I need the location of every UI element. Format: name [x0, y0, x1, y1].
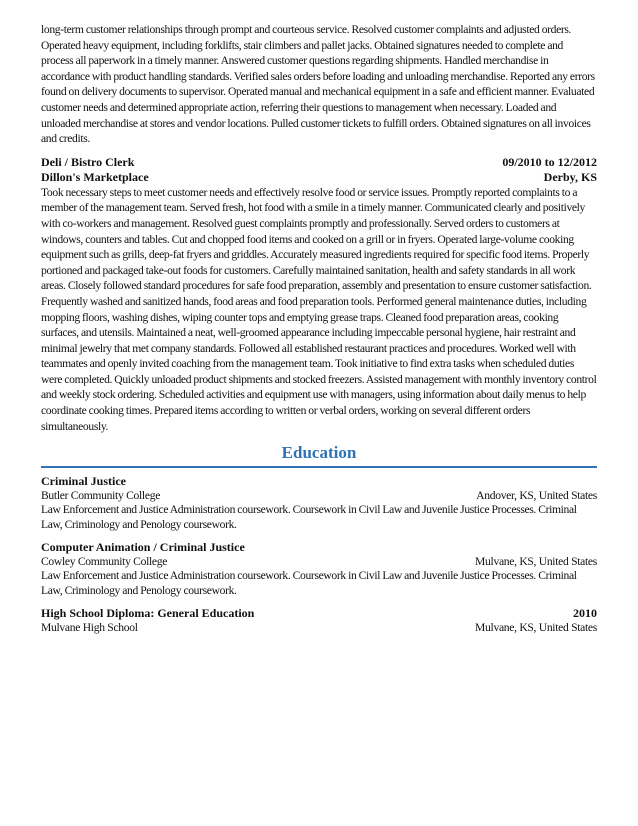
job-employer: Dillon's Marketplace: [41, 169, 149, 184]
previous-job-description: long-term customer relationships through prompt and courteous service. Resolved customer complaints and adjusted orders. Operated heavy equipment, including forklifts, stair climbers and pallet jacks. Obtained signatures needed to complete and process all paperwork in a timely manner. Answered customer questions regarding shipments. Handled merchandise in accordance with product handling standards. Verified sales orders before loading and unloading merchandise. Reported any errors found on delivery documents to supervisor. Operated manual and mechanical equipment in a safe and efficient manner. Evaluated customer needs and determined appropriate action, referring their questions to management when necessary. Loaded and unloaded merchandise at stores and vendor locations. Pulled customer tickets to fulfill orders. Obtained signatures on all invoices and credits.: [41, 23, 595, 146]
job-title: Deli / Bistro Clerk: [41, 154, 135, 169]
education-school-row: [41, 555, 597, 569]
education-entry: [41, 540, 597, 598]
education-degree-row: [41, 606, 597, 621]
resume-page: [41, 22, 597, 635]
education-location: Mulvane, KS, United States: [475, 621, 597, 635]
education-year: 2010: [573, 606, 597, 621]
education-description: Law Enforcement and Justice Administration coursework. Coursework in Civil Law and Juvenile Justice Processes. Criminal Law, Criminology and Penology coursework.: [41, 569, 577, 597]
education-school-row: [41, 621, 597, 635]
job-employer-row: [41, 170, 597, 185]
section-heading-education: Education: [281, 443, 357, 463]
job-location: Derby, KS: [543, 169, 597, 184]
education-school-row: [41, 489, 597, 503]
section-divider: [41, 466, 597, 468]
education-entry: [41, 474, 597, 532]
education-entry: [41, 606, 597, 635]
job-title-row: [41, 155, 597, 170]
education-description: Law Enforcement and Justice Administration coursework. Coursework in Civil Law and Juvenile Justice Processes. Criminal Law, Criminology and Penology coursework.: [41, 503, 577, 531]
education-degree: High School Diploma: General Education: [41, 606, 255, 621]
education-school: Butler Community College: [41, 489, 161, 503]
education-school: Mulvane High School: [41, 621, 138, 635]
education-location: Mulvane, KS, United States: [475, 555, 597, 569]
job-dates: 09/2010 to 12/2012: [502, 154, 597, 169]
job-description: Took necessary steps to meet customer needs and effectively resolve food or service issues. Promptly reported complaints to a member of the management team. Served fresh, hot food with a smile in a timely manner. Communicated clearly and positively with co-workers and management. Resolved guest complaints promptly and professionally. Served orders to customers at windows, counters and tables. Cut and chopped food items and cooked on a grill or in fryers. Operated large-volume cooking equipment such as grills, deep-fat fryers and griddles. Accurately measured ingredients required for specific food items. Properly portioned and packaged take-out foods for customers. Carefully maintained sanitation, health and safety standards in all work areas. Closely followed standard procedures for safe food preparation, assembly and presentation to ensure customer satisfaction. Frequently washed and sanitized hands, food areas and food preparation tools. Performed general maintenance duties, including mopping floors, washing dishes, wiping counter tops and emptying grease traps. Cleaned food preparation areas, cooking surfaces, and utensils. Maintained a neat, well-groomed appearance including impeccable personal hygiene, hair restraint and minimal jewelry that met company standards. Followed all established restaurant practices and procedures. Worked well with teammates and openly invited coaching from the management team. Took initiative to find extra tasks when scheduled duties were completed. Quickly unloaded product shipments and stocked freezers. Assisted management with monthly inventory control and weekly stock ordering. Scheduled activities and equipment use with managers, using information about daily menus to help coordinate cooking times. Prepared items according to written or verbal orders, working on several different orders simultaneously.: [41, 185, 597, 433]
education-school: Cowley Community College: [41, 555, 168, 569]
job-entry: [41, 155, 597, 435]
education-location: Andover, KS, United States: [476, 489, 597, 503]
education-degree: Computer Animation / Criminal Justice: [41, 540, 245, 555]
education-degree: Criminal Justice: [41, 474, 126, 489]
